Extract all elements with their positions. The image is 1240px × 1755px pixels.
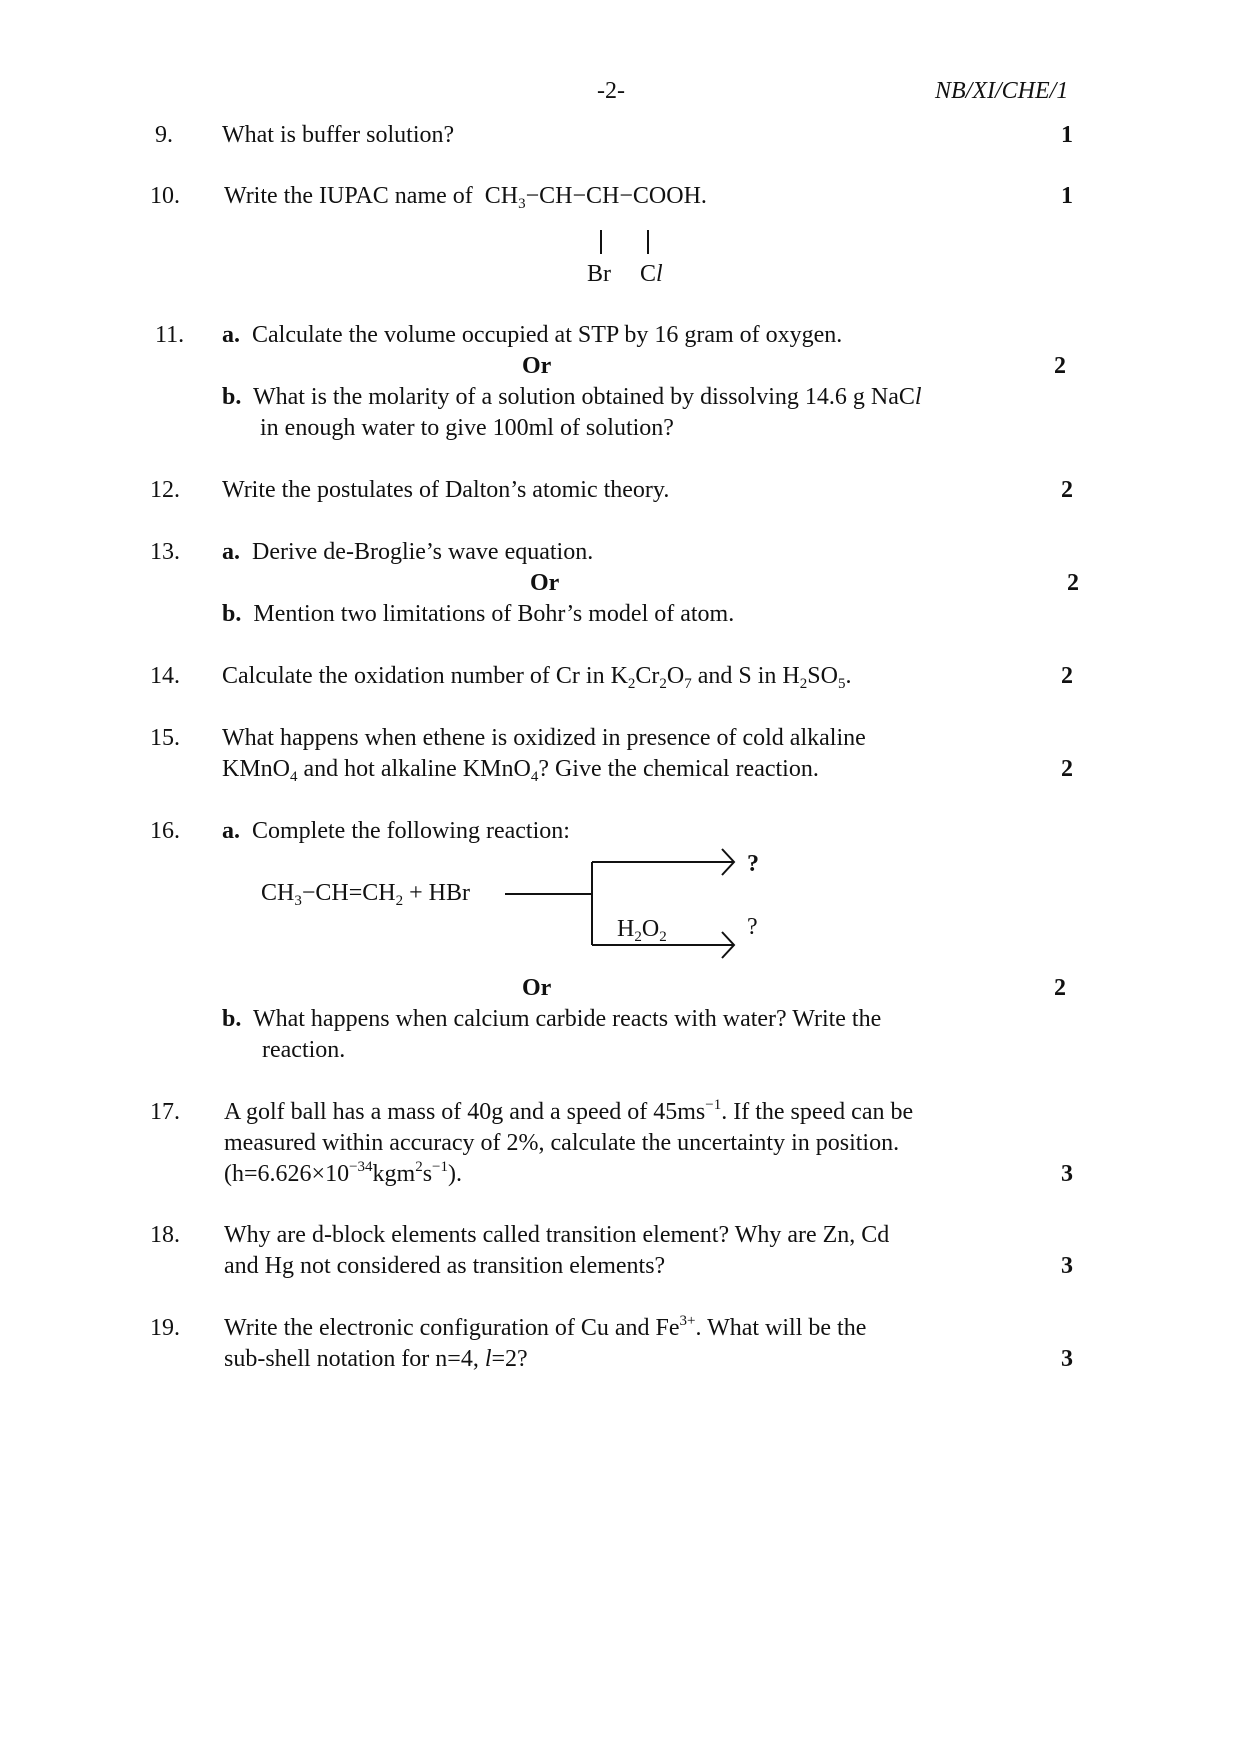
marks: 2 — [1061, 477, 1073, 503]
question-text-line-1: Why are d-block elements called transition element? Why are Zn, Cd — [224, 1222, 890, 1248]
question-text-line-1: What happens when ethene is oxidized in presence of cold alkaline — [222, 725, 866, 751]
option-a: a. Calculate the volume occupied at STP by 16 gram of oxygen. — [222, 322, 843, 348]
bond-line — [600, 230, 602, 254]
marks: 1 — [1061, 183, 1073, 209]
question-number: 19. — [150, 1315, 180, 1341]
product-unknown-lower: ? — [747, 914, 758, 940]
option-b: b. Mention two limitations of Bohr’s model of atom. — [222, 601, 735, 627]
question-number: 10. — [150, 183, 180, 209]
option-a: a. Derive de-Broglie’s wave equation. — [222, 539, 594, 565]
or-label: Or — [522, 975, 552, 1001]
bond-line — [647, 230, 649, 254]
question-text-line-2: sub-shell notation for n=4, l=2? — [224, 1346, 528, 1372]
question-number: 15. — [150, 725, 180, 751]
marks: 2 — [1061, 756, 1073, 782]
marks: 3 — [1061, 1346, 1073, 1372]
option-a: a. Complete the following reaction: — [222, 818, 570, 844]
reaction-reactants: $CH_3-CH=CH_2$ + HBr — [261, 880, 470, 909]
question-number: 18. — [150, 1222, 180, 1248]
question-number: 12. — [150, 477, 180, 503]
question-text-lead: Write the IUPAC name of — [224, 183, 473, 209]
marks: 2 — [1054, 353, 1066, 379]
marks: 3 — [1061, 1161, 1073, 1187]
reagent-h2o2: $H_2O_2$ — [617, 916, 667, 945]
option-b: b. What happens when calcium carbide reacts with water? Write the — [222, 1006, 882, 1032]
page-number: -2- — [597, 78, 625, 104]
marks: 2 — [1061, 663, 1073, 689]
question-number: 17. — [150, 1099, 180, 1125]
question-text-line-1: A golf ball has a mass of 40g and a speed of $45ms^{-1}$. If the speed can be — [224, 1097, 914, 1125]
structural-formula: $CH_3-CH-CH-COOH$. — [484, 183, 707, 212]
option-b-continued: reaction. — [262, 1037, 346, 1063]
question-text: What is buffer solution? — [222, 122, 455, 148]
or-label: Or — [522, 353, 552, 379]
question-text-line-3: $(h=6.626\times 10^{-34}kgm^2s^{-1})$. — [224, 1159, 463, 1187]
question-number: 13. — [150, 539, 180, 565]
question-number: 9. — [155, 122, 173, 148]
option-b-continued: in enough water to give 100ml of solution? — [260, 415, 674, 441]
product-unknown-upper: ? — [747, 851, 759, 877]
substituent-br: Br — [587, 261, 611, 287]
reaction-arrows — [500, 840, 760, 970]
question-number: 16. — [150, 818, 180, 844]
question-text: Calculate the oxidation number of Cr in $K_2Cr_2O_7$ and S in $H_2SO_5$. — [222, 663, 852, 692]
marks: 2 — [1067, 570, 1079, 596]
question-text-line-2: KMnO$_4$ and hot alkaline KMnO$_4$? Give the chemical reaction. — [222, 756, 819, 785]
question-number: 14. — [150, 663, 180, 689]
or-label: Or — [530, 570, 560, 596]
question-text: Write the postulates of Dalton’s atomic theory. — [222, 477, 670, 503]
substituent-cl: Cl — [640, 261, 663, 287]
paper-code: NB/XI/CHE/1 — [935, 78, 1069, 104]
marks: 3 — [1061, 1253, 1073, 1279]
question-text-line-2: measured within accuracy of 2%, calculate the uncertainty in position. — [224, 1130, 900, 1156]
question-text-line-2: and Hg not considered as transition elements? — [224, 1253, 666, 1279]
marks: 2 — [1054, 975, 1066, 1001]
question-text — [224, 181, 707, 211]
marks: 1 — [1061, 122, 1073, 148]
option-b: b. What is the molarity of a solution obtained by dissolving 14.6 g NaCl — [222, 384, 922, 410]
question-text-line-1: Write the electronic configuration of Cu and $Fe^{3+}$. What will be the — [224, 1313, 867, 1341]
question-number: 11. — [155, 322, 185, 348]
